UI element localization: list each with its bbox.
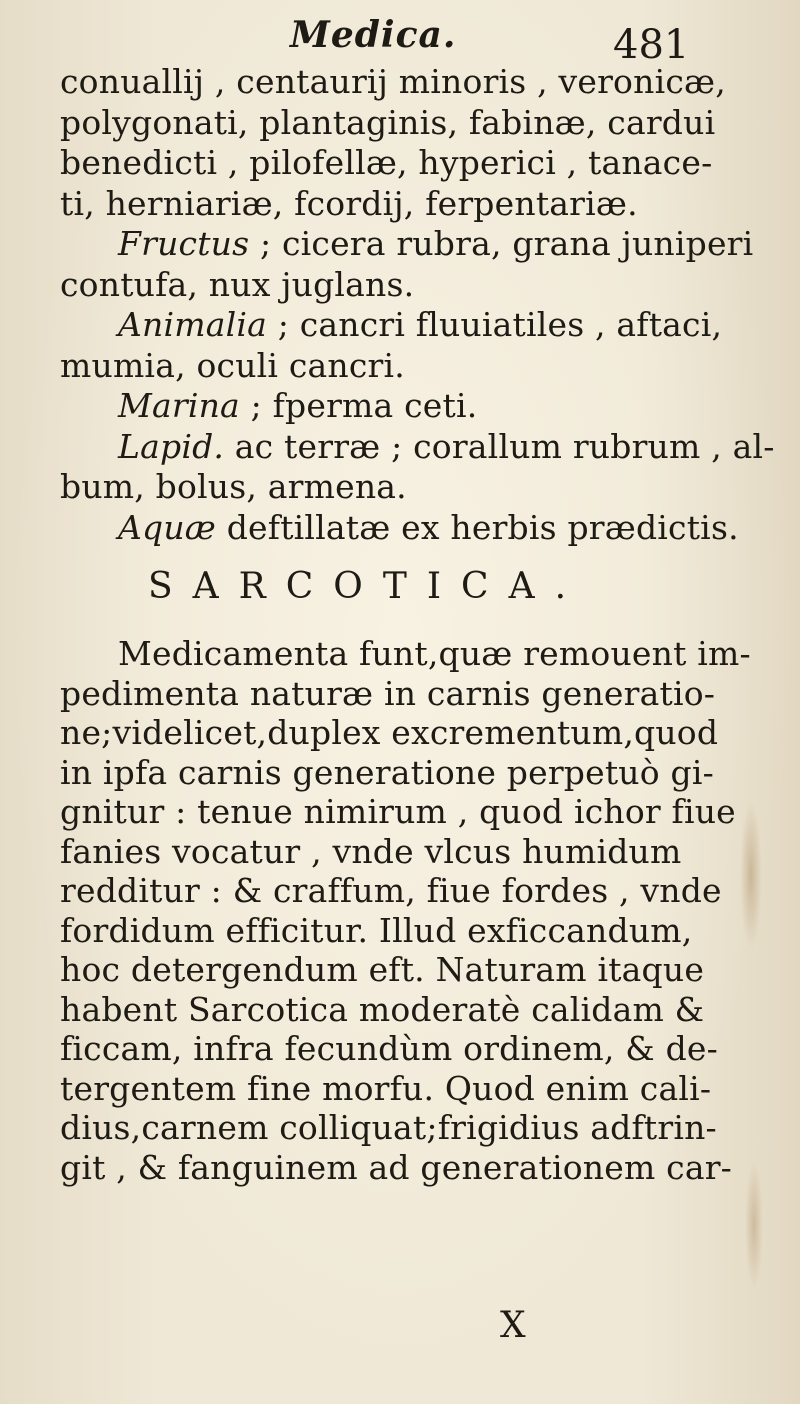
ingredient-list [60, 62, 775, 548]
text-line: ne;videlicet,duplex excrementum,quod [60, 713, 719, 752]
text-line: habent Sarcotica moderatè calidam & [60, 989, 705, 1029]
section-body [60, 634, 750, 1187]
line-text: polygonati, plantaginis, fabinæ, cardui [60, 102, 716, 142]
text-line: pedimenta naturæ in carnis generatio- [60, 673, 716, 713]
line-text: mumia, oculi cancri. [60, 345, 405, 385]
signature-mark: X [500, 1305, 526, 1346]
page-number: 481 [613, 22, 690, 68]
text-line [60, 103, 750, 144]
text-line: in ipfa carnis generatione perpetuò gi- [60, 752, 714, 792]
text-line: fanies vocatur , vnde vlcus humidum [60, 831, 682, 871]
text-line [60, 467, 750, 508]
text-line [60, 386, 750, 427]
main-text [60, 62, 775, 1187]
line-text: contufa, nux juglans. [60, 264, 415, 304]
running-head: Medica. [290, 14, 457, 56]
line-text: ; cancri fluuiatiles , aftaci, [267, 305, 723, 344]
line-text: ti, herniariæ, fcordij, ferpentariæ. [60, 183, 638, 223]
line-text: benedicti , pilofellæ, hyperici , tanace- [60, 143, 713, 182]
text-line [60, 265, 750, 306]
text-line [60, 346, 750, 387]
category-label: Lapid. [118, 426, 225, 466]
line-text: ac terræ ; corallum rubrum , al- [224, 426, 775, 466]
text-line: tergentem fine morfu. Quod enim cali- [60, 1068, 712, 1108]
text-line: dius,carnem colliquat;frigidius adftrin- [60, 1108, 717, 1147]
text-line [60, 143, 750, 184]
category-label: Animalia [118, 305, 267, 344]
line-text: bum, bolus, armena. [60, 467, 407, 506]
line-text: deftillatæ ex herbis prædictis. [216, 507, 739, 547]
category-label: Marina [118, 386, 240, 425]
text-line: ficcam, infra fecundùm ordinem, & de- [60, 1029, 718, 1068]
line-text: ; cicera rubra, grana juniperi [249, 224, 754, 263]
text-line [60, 305, 750, 346]
category-label: Fructus [118, 224, 250, 263]
text-line: git , & fanguinem ad generationem car- [60, 1147, 733, 1187]
section-heading: SARCOTICA. [148, 566, 587, 607]
text-line [60, 426, 775, 468]
text-line [60, 184, 750, 225]
category-label: Aquæ [118, 507, 217, 547]
text-line: hoc detergendum eft. Naturam itaque [60, 950, 705, 989]
text-line: gnitur : tenue nimirum , quod ichor fiue [60, 792, 736, 831]
text-line: fordidum efficitur. Illud exficcandum, [60, 910, 693, 950]
text-line: Medicamenta funt,quæ remouent im- [118, 634, 751, 673]
text-line [60, 508, 750, 549]
text-line [60, 62, 750, 103]
text-line [60, 224, 754, 265]
line-text: ; fperma ceti. [239, 386, 478, 425]
line-text: conuallij , centaurij minoris , veronicæ, [60, 62, 726, 101]
text-line: redditur : & craffum, fiue fordes , vnde [60, 871, 722, 910]
